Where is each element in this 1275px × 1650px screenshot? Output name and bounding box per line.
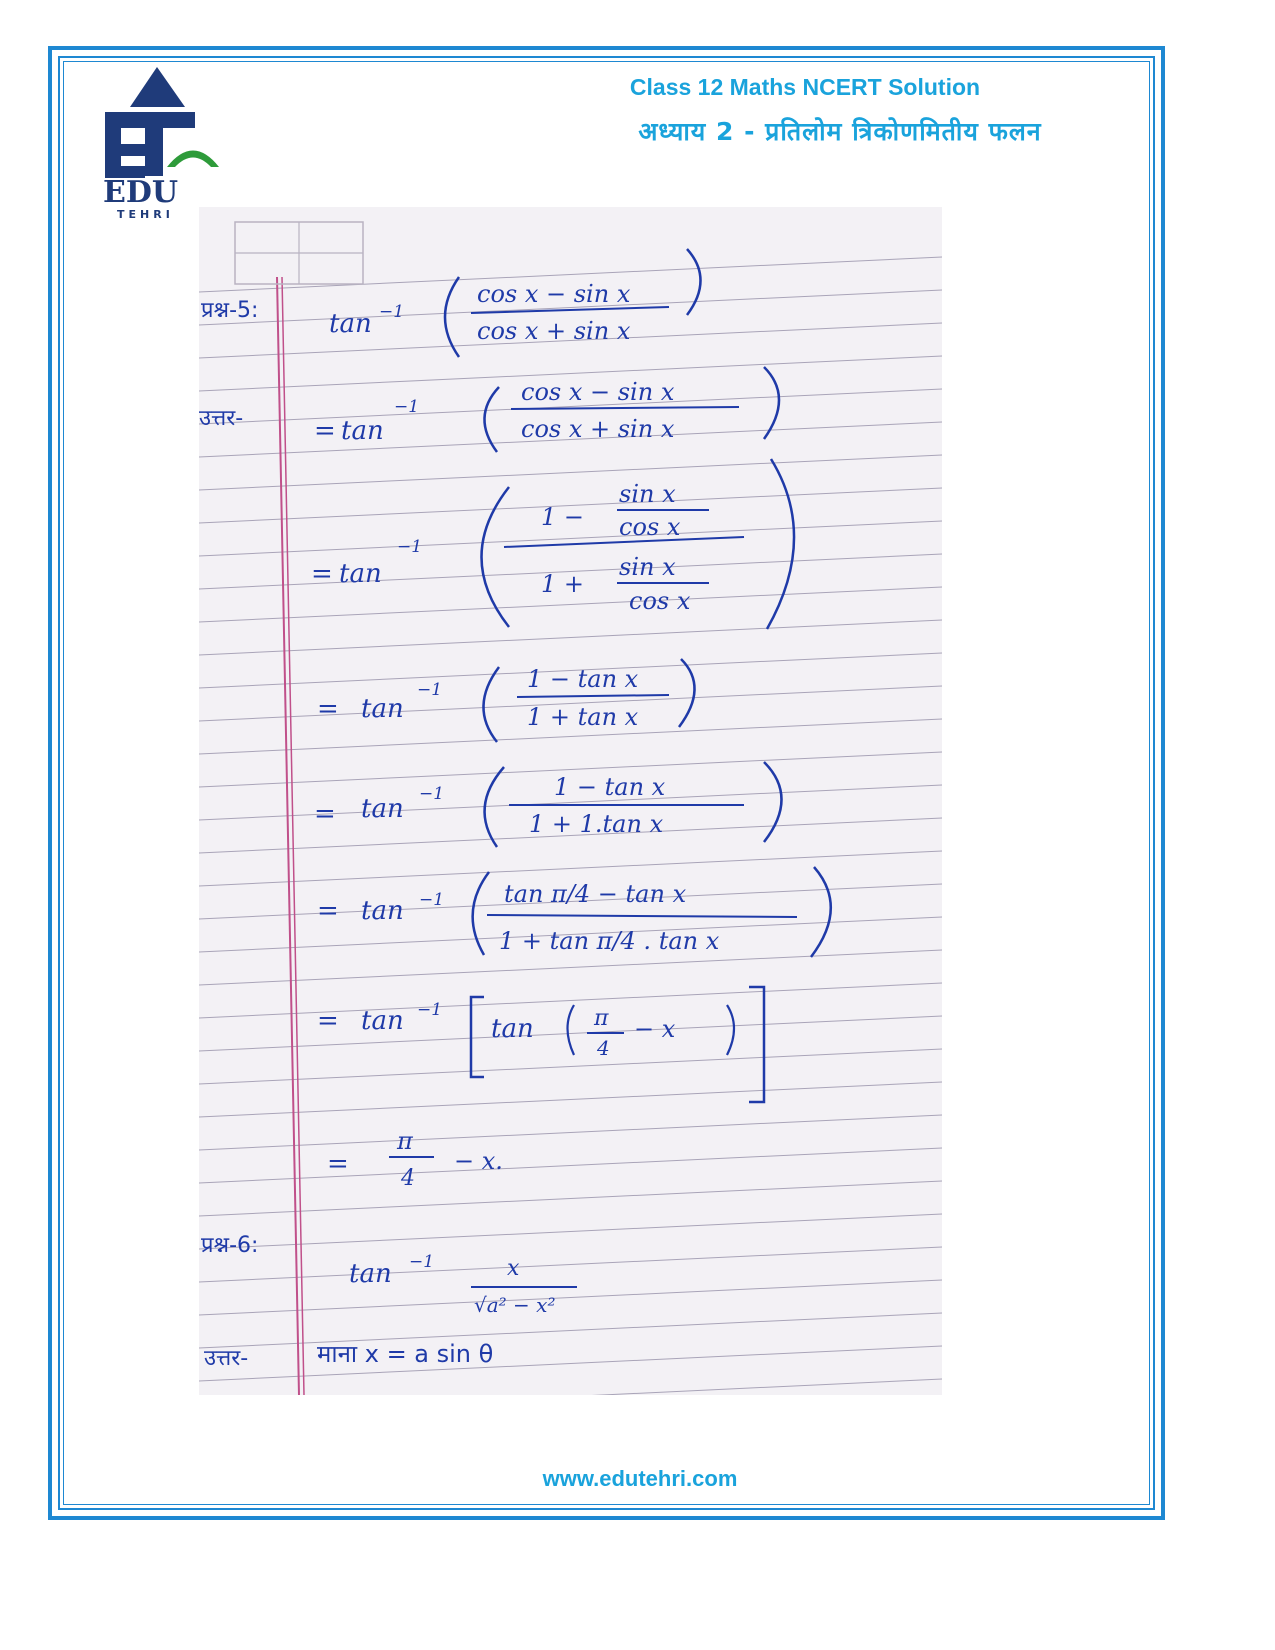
svg-text:x: x <box>507 1256 520 1281</box>
svg-text:− x: − x <box>634 1015 676 1043</box>
svg-text:=: = <box>327 1149 349 1179</box>
svg-text:sin x: sin x <box>619 480 676 508</box>
ruled-line <box>199 1115 942 1150</box>
svg-text:=: = <box>317 1006 339 1036</box>
svg-text:−1: −1 <box>409 1252 435 1272</box>
svg-text:1 + tan x: 1 + tan x <box>527 703 639 731</box>
svg-text:−1: −1 <box>379 302 405 322</box>
edu-tehri-logo <box>95 62 225 220</box>
svg-text:=: = <box>317 896 339 926</box>
svg-text:tan: tan <box>361 794 404 824</box>
svg-text:tan: tan <box>491 1014 534 1044</box>
ruled-line <box>199 620 942 655</box>
margin-line-2 <box>282 277 304 1395</box>
step-1 <box>314 367 779 452</box>
svg-text:=: = <box>311 559 333 589</box>
step-2 <box>311 459 794 629</box>
margin-line <box>277 277 299 1395</box>
logo-text-bottom: TEHRI <box>117 208 174 220</box>
answer6-label: उत्तर- <box>204 1346 249 1371</box>
svg-text:cos x − sin x: cos x − sin x <box>477 280 631 308</box>
svg-text:=: = <box>314 416 336 446</box>
svg-text:=: = <box>314 799 336 829</box>
svg-text:cos x: cos x <box>619 513 681 541</box>
ruled-line <box>199 950 942 985</box>
svg-text:tan: tan <box>361 694 404 724</box>
header-title: Class 12 Maths NCERT Solution <box>629 74 981 100</box>
ruled-line <box>199 1379 942 1395</box>
ruled-line <box>199 1313 942 1348</box>
ruled-line <box>199 1346 942 1381</box>
logo-text-top: EDU <box>103 175 179 210</box>
ruled-line <box>199 1181 942 1216</box>
svg-text:4: 4 <box>597 1036 610 1060</box>
q5-expression <box>329 249 701 357</box>
ruled-line <box>199 1148 942 1183</box>
ruled-line <box>199 1247 942 1282</box>
svg-text:=: = <box>317 694 339 724</box>
header-chapter: अध्याय 2 - प्रतिलोम त्रिकोणमितीय फलन <box>638 117 1042 146</box>
notebook-photo <box>199 207 942 1395</box>
ruled-line <box>199 1049 942 1084</box>
svg-text:√a² − x²: √a² − x² <box>474 1293 556 1317</box>
svg-text:tan: tan <box>341 416 384 446</box>
svg-text:−1: −1 <box>394 397 420 417</box>
svg-text:π: π <box>594 1006 609 1031</box>
answer6-text: माना x = a sin θ <box>317 1340 494 1368</box>
ruled-line <box>199 1214 942 1249</box>
ruled-line <box>199 1280 942 1315</box>
svg-text:cos x − sin x: cos x − sin x <box>521 378 675 406</box>
svg-text:tan: tan <box>339 559 382 589</box>
step-6 <box>317 987 764 1102</box>
svg-text:4: 4 <box>401 1166 415 1191</box>
svg-text:−1: −1 <box>419 890 445 910</box>
svg-text:1 −: 1 − <box>541 503 585 531</box>
svg-text:1 − tan x: 1 − tan x <box>554 773 666 801</box>
svg-text:cos x + sin x: cos x + sin x <box>521 415 675 443</box>
q5-label: प्रश्न-5: <box>201 298 259 323</box>
svg-text:tan: tan <box>361 1006 404 1036</box>
svg-text:π: π <box>397 1127 413 1155</box>
svg-text:cos x + sin x: cos x + sin x <box>477 317 631 345</box>
svg-text:−1: −1 <box>419 784 445 804</box>
svg-text:1 + 1.tan x: 1 + 1.tan x <box>529 810 664 838</box>
svg-text:1 − tan x: 1 − tan x <box>527 665 639 693</box>
svg-text:cos x: cos x <box>629 587 691 615</box>
svg-text:tan: tan <box>361 896 404 926</box>
ruled-line <box>199 455 942 490</box>
svg-text:1 + tan π/4 . tan x: 1 + tan π/4 . tan x <box>499 927 720 955</box>
svg-text:tan: tan <box>329 309 372 339</box>
svg-text:tan π/4 − tan x: tan π/4 − tan x <box>504 880 687 908</box>
svg-text:tan: tan <box>349 1259 392 1289</box>
svg-text:−1: −1 <box>397 537 423 557</box>
answer-label: उत्तर- <box>199 406 244 431</box>
svg-text:− x.: − x. <box>454 1147 503 1175</box>
svg-text:1 +: 1 + <box>541 570 585 598</box>
step-5 <box>317 867 831 957</box>
q6-expression <box>349 1252 577 1317</box>
svg-text:−1: −1 <box>417 1000 443 1020</box>
step-4 <box>314 762 782 847</box>
q6-label: प्रश्न-6: <box>201 1233 259 1258</box>
svg-text:sin x: sin x <box>619 553 676 581</box>
footer-website-link[interactable]: www.edutehri.com <box>542 1466 738 1491</box>
svg-text:−1: −1 <box>417 680 443 700</box>
ruled-line <box>199 1082 942 1117</box>
